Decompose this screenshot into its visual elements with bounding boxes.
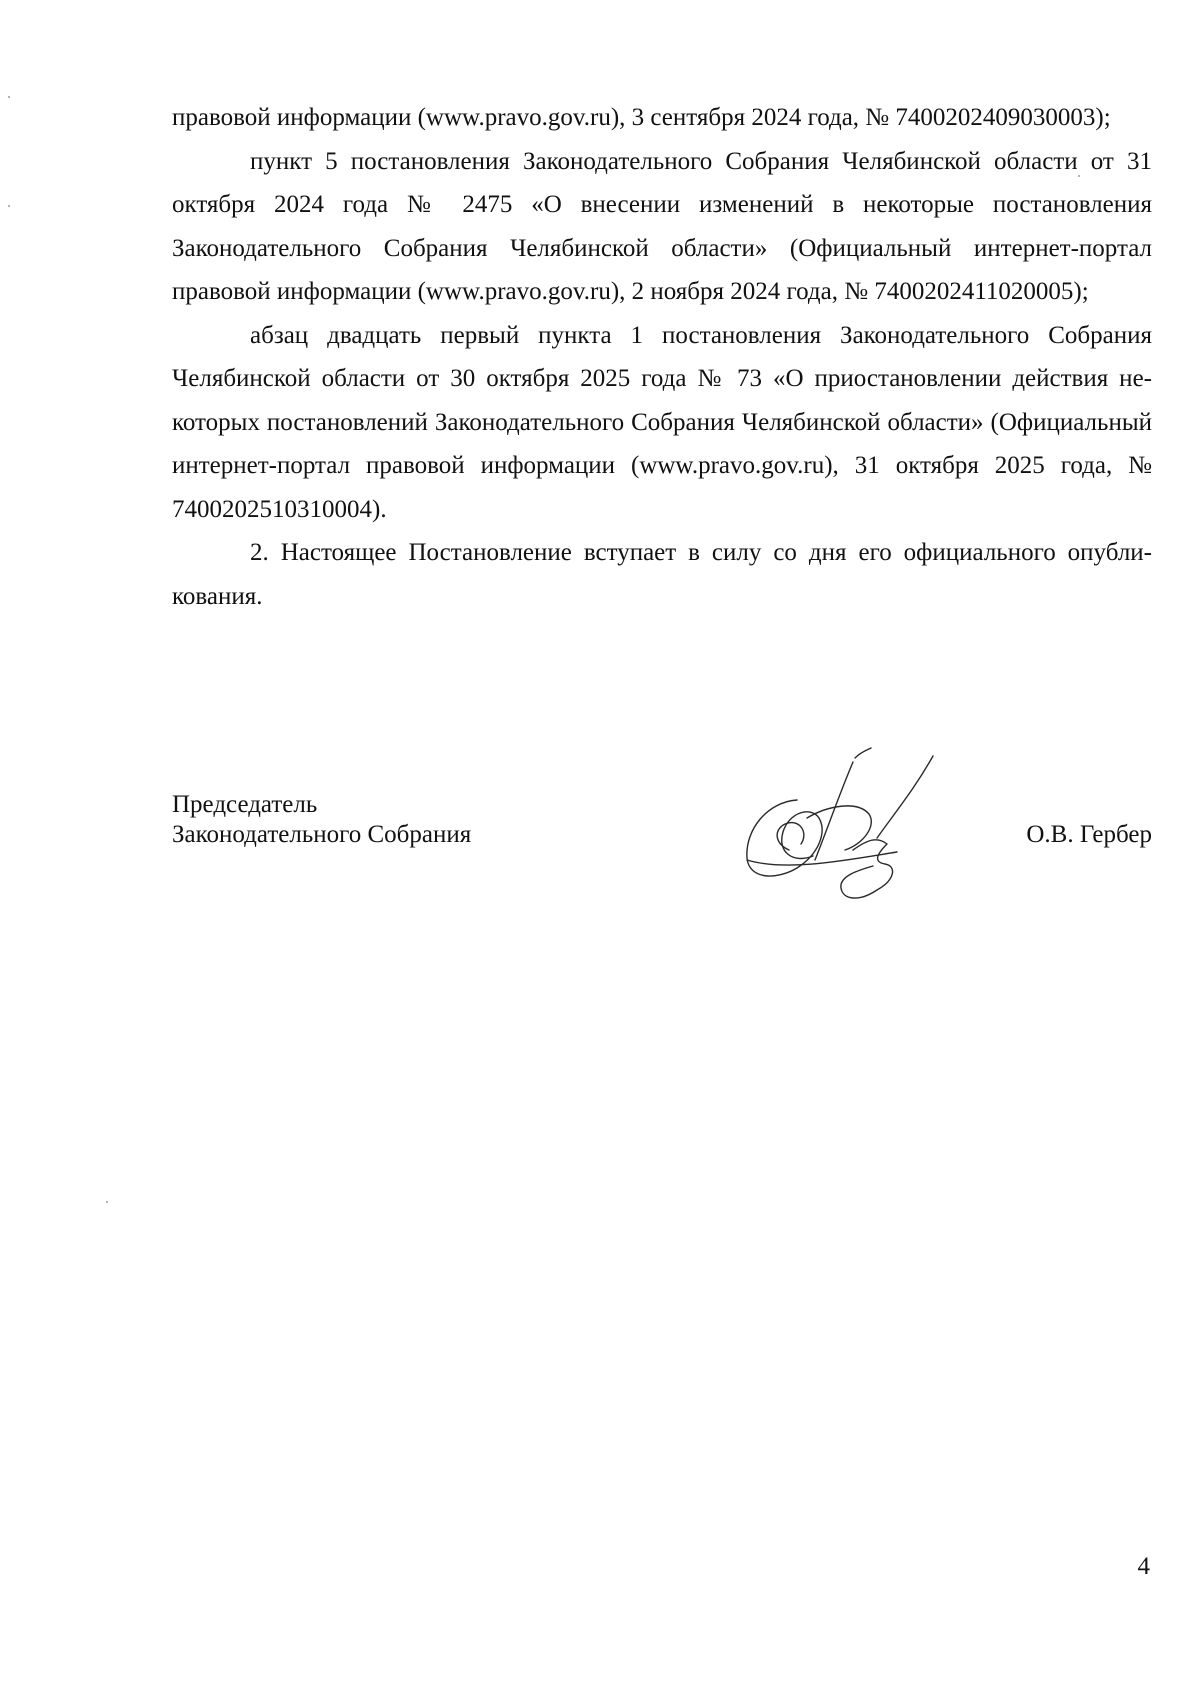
handwritten-signature-icon (727, 740, 957, 920)
paragraph-continuation: правовой информации (www.pravo.gov.ru), 3 сентября 2024 года, № 7400202409030003); (172, 104, 1111, 131)
signatory-position (172, 790, 471, 850)
signature-block (172, 790, 1152, 920)
position-line-2: Законодательного Собрания (172, 821, 472, 848)
document-body (172, 96, 1152, 618)
scan-speck (8, 96, 10, 98)
scan-speck (8, 205, 10, 207)
scan-speck (1078, 175, 1080, 177)
scan-speck (106, 1201, 108, 1203)
paragraph-item-paragraph-21: абзац двадцать первый пункта 1 постановления Законодательного Собрания Челябинской области от 30 октября 2025 года № 73 «О приостановлении действия некоторых постановлений Законодательного Собрания Челябинской области» (Официальный интернет-портал правовой информации (www.pravo.gov.ru), 31 октября 2025 года, № 7400202510310004). (172, 321, 1152, 523)
signatory-name: О.В. Гербер (1026, 821, 1152, 848)
position-line-1: Председатель (172, 791, 318, 818)
paragraph-item-5: пункт 5 постановления Законодательного Собрания Челябинской области от 31 октября 2024 года № 2475 «О внесении изменений в некоторые постановления Законодательного Собрания Челябинской области» (Официальный интернет-портал правовой информации (www.pravo.gov.ru), 2 ноября 2024 года, № 7400202411020005); (172, 147, 1152, 305)
paragraph-effective-date: 2. Настоящее Постановление вступает в силу со дня его официального опубликования. (172, 539, 1152, 610)
page-number: 4 (1137, 1553, 1150, 1580)
